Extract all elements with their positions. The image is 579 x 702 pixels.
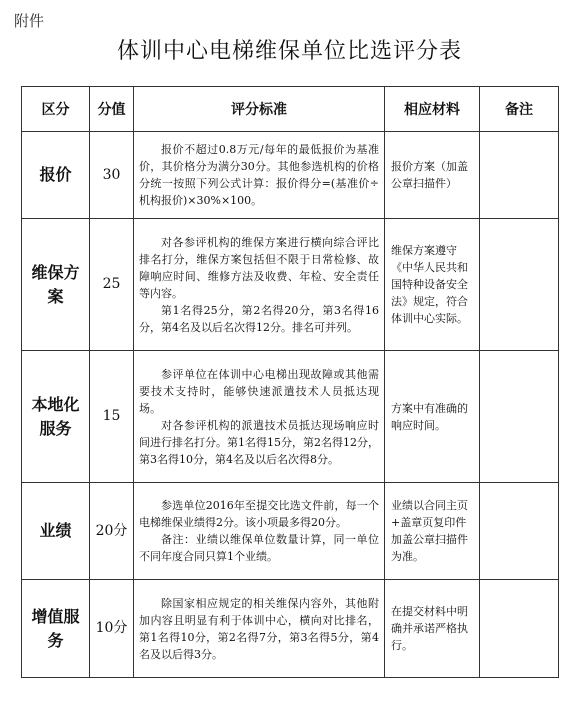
- table-row-value-added: [22, 580, 559, 678]
- material-cell: 维保方案遵守《中华人民共和国特种设备安全法》规定，符合体训中心实际。: [385, 219, 480, 351]
- category-cell: 报价: [22, 132, 90, 219]
- header-note: 备注: [480, 87, 559, 132]
- criteria-cell: [134, 580, 385, 678]
- note-cell: [480, 580, 559, 678]
- material-cell: 业绩以合同主页+盖章页复印件加盖公章扫描件为准。: [385, 483, 480, 580]
- criteria-paragraph: 参选单位2016年至提交比选文件前，每一个电梯维保业绩得2分。该小项最多得20分。: [139, 499, 379, 529]
- score-cell: 10分: [90, 580, 134, 678]
- score-cell: 25: [90, 219, 134, 351]
- page-title: 体训中心电梯维保单位比选评分表: [116, 39, 462, 64]
- table-header-row: [22, 87, 559, 132]
- material-cell: 方案中有准确的响应时间。: [385, 351, 480, 483]
- category-cell: 本地化服务: [22, 351, 90, 483]
- header-criteria: 评分标准: [134, 87, 385, 132]
- table-row-maintenance-plan: [22, 219, 559, 351]
- header-score: 分值: [90, 87, 134, 132]
- note-cell: [480, 483, 559, 580]
- criteria-paragraph: 参评单位在体训中心电梯出现故障或其他需要技术支持时，能够快速派遣技术人员抵达现场。: [139, 367, 379, 415]
- table-row-quote: [22, 132, 559, 219]
- note-cell: [480, 219, 559, 351]
- header-material: 相应材料: [385, 87, 480, 132]
- criteria-cell: [134, 219, 385, 351]
- score-cell: 30: [90, 132, 134, 219]
- table-row-local-service: [22, 351, 559, 483]
- criteria-cell: [134, 483, 385, 580]
- criteria-cell: [134, 351, 385, 483]
- score-cell: 20分: [90, 483, 134, 580]
- category-cell: 增值服务: [22, 580, 90, 678]
- note-cell: [480, 132, 559, 219]
- category-cell: 业绩: [22, 483, 90, 580]
- criteria-paragraph: 报价不超过0.8万元/每年的最低报价为基准价，其价格分为满分30分。其他参选机构的价格分统一按照下列公式计算：报价得分=(基准价÷机构报价)×30%×100。: [139, 143, 379, 207]
- material-cell: 在提交材料中明确并承诺严格执行。: [385, 580, 480, 678]
- criteria-paragraph: 备注：业绩以维保单位数量计算，同一单位不同年度合同只算1个业绩。: [139, 533, 379, 563]
- score-cell: 15: [90, 351, 134, 483]
- criteria-paragraph: 对各参评机构的维保方案进行横向综合评比排名打分，维保方案包括但不限于日常检修、故障响应时间、维修方法及收费、年检、安全责任等内容。: [139, 235, 379, 300]
- criteria-cell: [134, 132, 385, 219]
- table-row-performance: [22, 483, 559, 580]
- criteria-paragraph: 除国家相应规定的相关维保内容外，其他附加内容且明显有利于体训中心，横向对比排名，第1名得10分，第2名得7分，第3名得5分，第4名及以后得3分。: [139, 596, 379, 661]
- material-cell: 报价方案（加盖公章扫描件）: [385, 132, 480, 219]
- scoring-table: [21, 86, 559, 678]
- category-cell: 维保方案: [22, 219, 90, 351]
- note-cell: [480, 351, 559, 483]
- criteria-paragraph: 第1名得25分，第2名得20分，第3名得16分，第4名及以后名次得12分。排名可并列。: [139, 303, 379, 334]
- attachment-label: 附件: [14, 12, 45, 30]
- criteria-paragraph: 对各参评机构的派遣技术员抵达现场响应时间进行排名打分。第1名得15分，第2名得12分，第3名得10分，第4名及以后名次得8分。: [139, 418, 379, 466]
- header-category: 区分: [22, 87, 90, 132]
